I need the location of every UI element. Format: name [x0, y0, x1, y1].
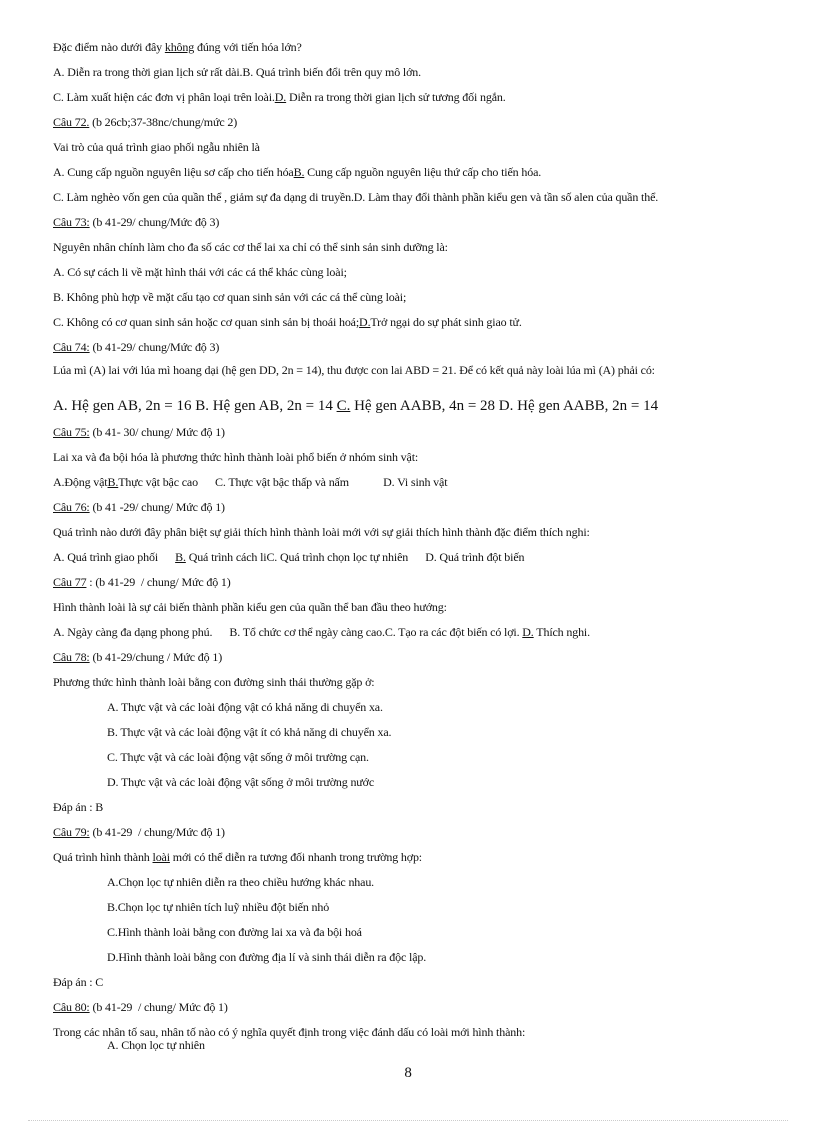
answer-option: B.Chọn lọc tự nhiên tích luỹ nhiều đột biến nhỏ: [107, 900, 330, 914]
answer-option: B. Không phù hợp về mặt cấu tạo cơ quan sinh sản với các cá thể cùng loài;: [53, 290, 407, 304]
page-number: 8: [404, 1065, 412, 1081]
answer-options: A. Quá trình giao phối B. Quá trình cách liC. Quá trình chọn lọc tự nhiên D. Quá trình đột biến: [53, 550, 525, 564]
answer-option: D.Hình thành loài bằng con đường địa lí và sinh thái diễn ra độc lập.: [107, 950, 427, 964]
question-stem: Đặc điểm nào dưới đây không đúng với tiến hóa lớn?: [53, 40, 302, 54]
question-stem: Lai xa và đa bội hóa là phương thức hình thành loài phổ biến ở nhóm sinh vật:: [53, 450, 419, 464]
answer-key: Đáp án : B: [53, 800, 104, 814]
answer-option: D. Thực vật và các loài động vật sống ở môi trường nước: [107, 775, 375, 789]
answer-option: A. Có sự cách li về mặt hình thái với các cá thể khác cùng loài;: [53, 265, 347, 279]
question-header-74: Câu 74: (b 41-29/ chung/Mức độ 3): [53, 340, 220, 354]
page-bottom-divider: [28, 1120, 788, 1121]
question-stem: Lúa mì (A) lai với lúa mì hoang dại (hệ gen DD, 2n = 14), thu được con lai ABD = 21. Để có kết quả này loài lúa mì (A) phải có:: [53, 363, 655, 377]
answer-options: A.Động vậtB.Thực vật bậc cao C. Thực vật bậc thấp và nấm D. Vi sinh vật: [53, 475, 448, 489]
answer-options: A. Diễn ra trong thời gian lịch sử rất dài.B. Quá trình biến đổi trên quy mô lớn.: [53, 65, 421, 79]
answer-option: B. Thực vật và các loài động vật ít có khả năng di chuyển xa.: [107, 725, 392, 739]
question-stem: Quá trình hình thành loài mới có thể diễn ra tương đối nhanh trong trường hợp:: [53, 850, 422, 864]
answer-option: C. Thực vật và các loài động vật sống ở môi trường cạn.: [107, 750, 369, 764]
answer-options: C. Không có cơ quan sinh sản hoặc cơ quan sinh sản bị thoái hoá;D.Trở ngại do sự phát sinh giao tử.: [53, 315, 522, 329]
question-stem: Hình thành loài là sự cải biến thành phần kiểu gen của quần thể ban đầu theo hướng:: [53, 600, 447, 614]
question-header-76: Câu 76: (b 41 -29/ chung/ Mức độ 1): [53, 500, 225, 514]
question-stem: Phương thức hình thành loài bằng con đường sinh thái thường gặp ở:: [53, 675, 375, 689]
answer-options: A. Ngày càng đa dạng phong phú. B. Tổ chức cơ thể ngày càng cao.C. Tạo ra các đột biến có lợi. D. Thích nghi.: [53, 625, 590, 639]
question-header-77: Câu 77 : (b 41-29 / chung/ Mức độ 1): [53, 575, 231, 589]
answer-options: A. Hệ gen AB, 2n = 16 B. Hệ gen AB, 2n = 14 C. Hệ gen AABB, 4n = 28 D. Hệ gen AABB, 2n = 14: [53, 398, 659, 414]
question-header-78: Câu 78: (b 41-29/chung / Mức độ 1): [53, 650, 223, 664]
answer-options: A. Cung cấp nguồn nguyên liệu sơ cấp cho tiến hóaB. Cung cấp nguồn nguyên liệu thứ cấp cho tiến hóa.: [53, 165, 542, 179]
question-header-75: Câu 75: (b 41- 30/ chung/ Mức độ 1): [53, 425, 225, 439]
question-stem: Trong các nhân tố sau, nhân tố nào có ý nghĩa quyết định trong việc đánh dấu có loài mới hình thành:: [53, 1025, 526, 1039]
answer-option: A. Thực vật và các loài động vật có khả năng di chuyển xa.: [107, 700, 383, 714]
question-header-72: Câu 72. (b 26cb;37-38nc/chung/mức 2): [53, 115, 238, 129]
question-stem: Quá trình nào dưới đây phân biệt sự giải thích hình thành loài mới với sự giải thích hình thành đặc điểm thích nghi:: [53, 525, 590, 539]
question-stem: Nguyên nhân chính làm cho đa số các cơ thể lai xa chỉ có thể sinh sản sinh dưỡng là:: [53, 240, 448, 254]
answer-key: Đáp án : C: [53, 975, 104, 989]
answer-option: A.Chọn lọc tự nhiên diễn ra theo chiều hướng khác nhau.: [107, 875, 375, 889]
answer-options: C. Làm nghèo vốn gen của quần thể , giảm sự đa dạng di truyền.D. Làm thay đổi thành phần kiểu gen và tần số alen của quần thể.: [53, 190, 659, 204]
answer-options: C. Làm xuất hiện các đơn vị phân loại trên loài.D. Diễn ra trong thời gian lịch sử tương đối ngắn.: [53, 90, 506, 104]
question-header-73: Câu 73: (b 41-29/ chung/Mức độ 3): [53, 215, 220, 229]
answer-option: C.Hình thành loài bằng con đường lai xa và đa bội hoá: [107, 925, 362, 939]
question-header-79: Câu 79: (b 41-29 / chung/Mức độ 1): [53, 825, 225, 839]
question-header-80: Câu 80: (b 41-29 / chung/ Mức độ 1): [53, 1000, 228, 1014]
answer-option: A. Chọn lọc tự nhiên: [107, 1038, 205, 1052]
question-stem: Vai trò của quá trình giao phối ngẫu nhiên là: [53, 140, 260, 154]
